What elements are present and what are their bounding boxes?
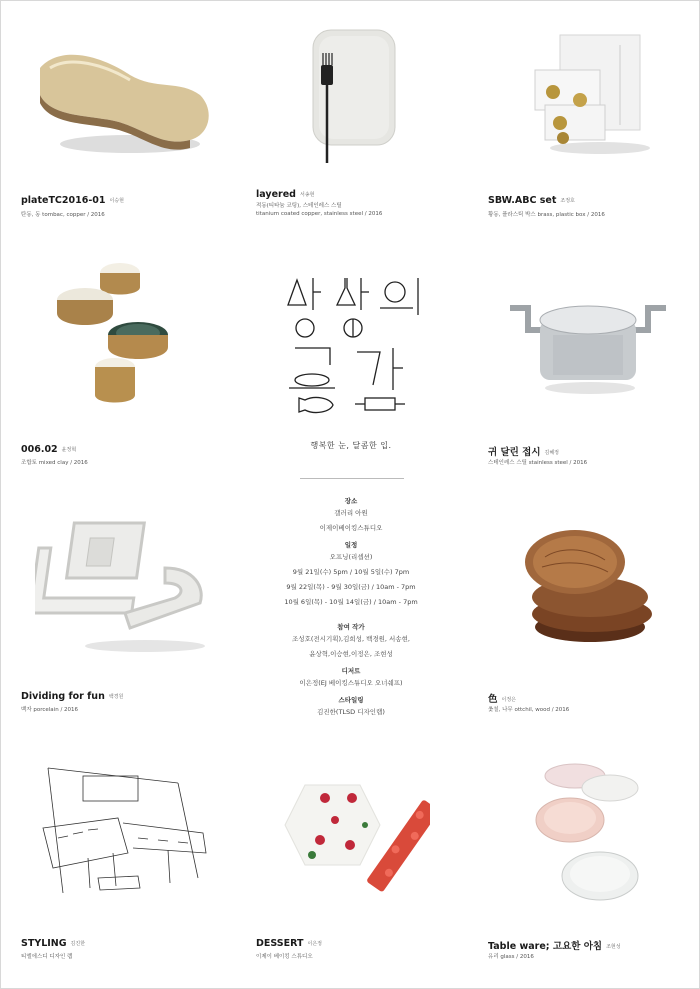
item-material: 백자 porcelain / 2016 bbox=[21, 707, 79, 713]
item-title: Table ware; 고요한 아침 조현성 bbox=[488, 941, 621, 952]
venue-line: 갤러리 아원 bbox=[334, 509, 368, 517]
item-title: DESSERT 이은정 bbox=[256, 938, 322, 949]
date-line: 9월 21일(수) 5pm / 10월 5일(수) 7pm bbox=[292, 568, 410, 576]
item-title: plateTC2016-01 이승현 bbox=[21, 195, 125, 206]
item-material: 이제이 베이킹 스튜디오 bbox=[256, 954, 313, 960]
item-material: 황동, 플라스틱 박스 brass, plastic box / 2016 bbox=[488, 212, 605, 218]
item-material: 조합토 mixed clay / 2016 bbox=[21, 460, 88, 466]
artists-line: 윤상혁,이승현,이정은, 조현성 bbox=[309, 650, 393, 658]
artwork-porcelain-trays bbox=[35, 518, 215, 658]
item-title: layered 서송현 bbox=[256, 189, 315, 200]
item-title: 006.02 윤정혁 bbox=[21, 444, 77, 455]
date-line: 오프닝(리셉션) bbox=[329, 553, 373, 561]
event-info bbox=[246, 492, 456, 720]
artwork-plate-tc2016 bbox=[30, 40, 210, 160]
item-material: 옻칠, 나무 ottchil, wood / 2016 bbox=[488, 707, 570, 713]
date-heading: 일정 bbox=[344, 541, 358, 549]
item-title: Dividing for fun 백경원 bbox=[21, 691, 124, 702]
artwork-styling-sketch bbox=[28, 758, 213, 898]
item-title: 귀 달린 접시 김혜정 bbox=[488, 447, 559, 458]
artwork-layered bbox=[305, 25, 405, 170]
artwork-wood-plates bbox=[520, 522, 660, 647]
tagline: 행복한 눈, 달콤한 입. bbox=[310, 441, 392, 450]
venue-line: 이제이베이킹스튜디오 bbox=[319, 524, 383, 532]
item-material: 유리 glass / 2016 bbox=[488, 954, 534, 960]
item-title: STYLING 김진한 bbox=[21, 938, 86, 949]
artists-line: 조성호(전시기획),김희성, 백경원, 서송현, bbox=[292, 635, 410, 643]
styling-line: 김진한(TLSD 디자인랩) bbox=[317, 708, 385, 716]
item-title: SBW.ABC set 조정호 bbox=[488, 195, 575, 206]
dessert-line: 이은정(EJ 베이킹스튜디오 오너쉐프) bbox=[299, 679, 403, 687]
date-line: 10월 6일(목) - 10월 14일(금) / 10am - 7pm bbox=[284, 598, 418, 606]
artwork-steel-pot bbox=[508, 290, 668, 400]
styling-heading: 스타일링 bbox=[338, 696, 364, 704]
venue-heading: 장소 bbox=[344, 497, 358, 505]
item-material-en: titanium coated copper, stainless steel / 2016 bbox=[256, 211, 383, 217]
artwork-clay-bowls bbox=[50, 255, 180, 425]
artists-heading: 참여 작가 bbox=[337, 623, 365, 631]
dessert-heading: 디저트 bbox=[341, 667, 361, 675]
item-material: 티엘에스디 디자인 랩 bbox=[21, 954, 73, 960]
artwork-dessert bbox=[280, 780, 430, 905]
item-material: 적동(티타늄 코팅), 스테인레스 스틸 bbox=[256, 203, 342, 209]
exhibition-logo bbox=[285, 270, 425, 420]
artwork-glass-dishes bbox=[525, 758, 645, 908]
item-material: 탄동, 동 tombac, copper / 2016 bbox=[21, 212, 105, 218]
item-material: 스테인레스 스틸 stainless steel / 2016 bbox=[488, 460, 588, 466]
artwork-sbw-abc bbox=[525, 30, 655, 160]
date-line: 9월 22일(목) - 9월 30일(금) / 10am - 7pm bbox=[286, 583, 416, 591]
item-title: 色이정은 bbox=[488, 694, 517, 705]
divider bbox=[300, 478, 404, 479]
